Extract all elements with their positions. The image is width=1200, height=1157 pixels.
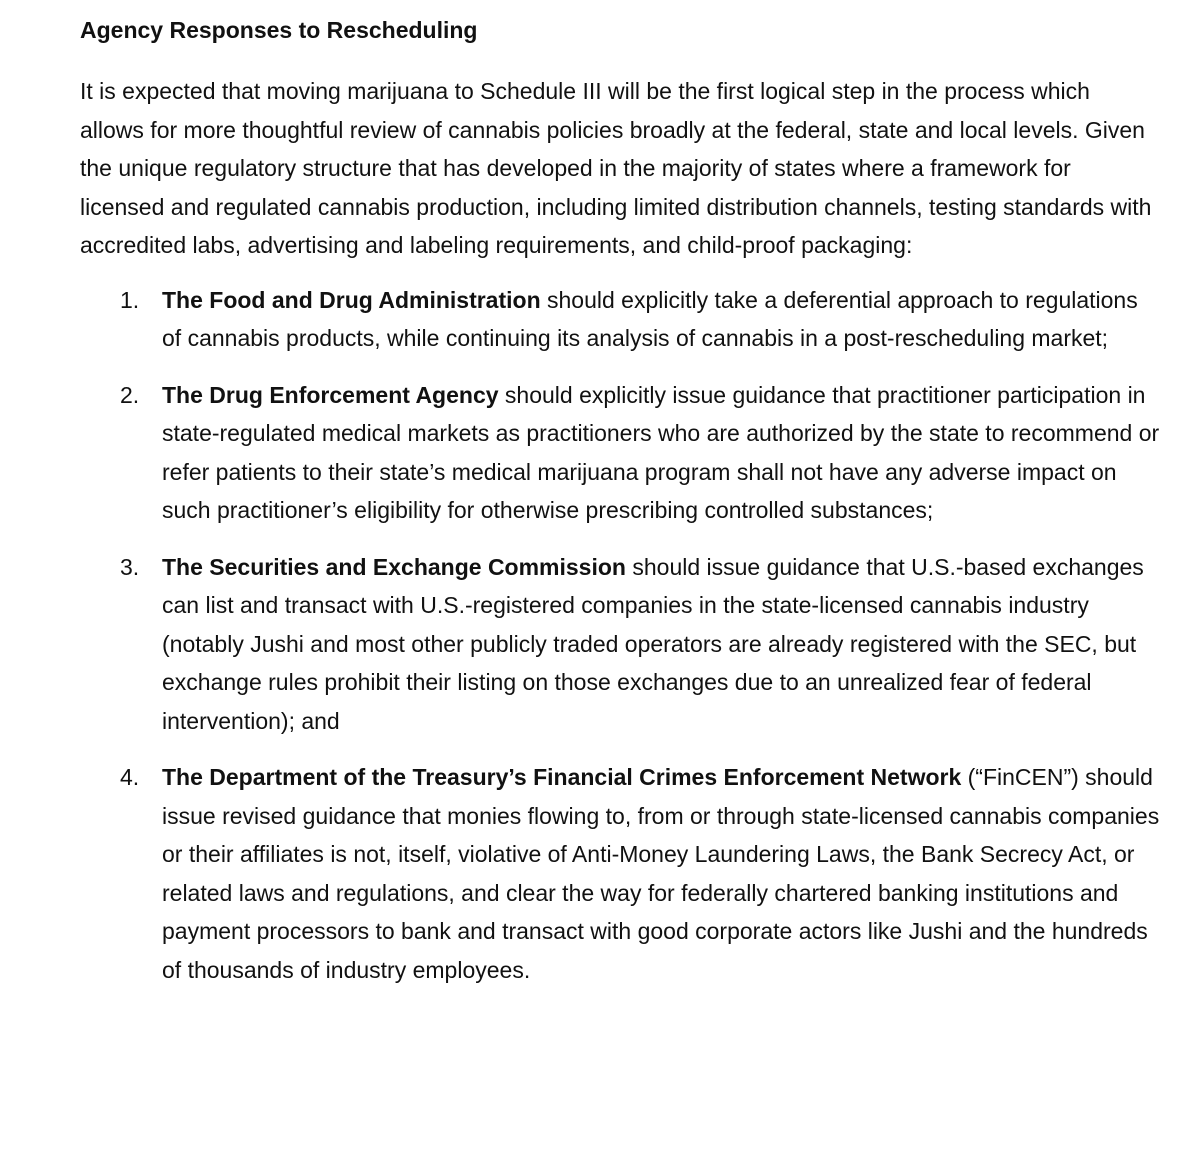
list-item-text: should explicitly issue guidance that practitioner participation in state-regulated medical markets as practitioners who are authorized by the state to recommend or refer patients to their state’s medical marijuana program shall not have any adverse impact on such practitioner’s eligibility for otherwise prescribing controlled substances; <box>162 381 1160 523</box>
section-heading: Agency Responses to Rescheduling <box>80 17 478 43</box>
list-item-number: 1. <box>120 286 140 313</box>
agency-list <box>80 281 1160 990</box>
list-item <box>80 548 1160 741</box>
list-item-agency: The Department of the Treasury’s Financial Crimes Enforcement Network <box>162 764 962 790</box>
list-item-text: should issue guidance that U.S.-based exchanges can list and transact with U.S.-registered companies in the state-licensed cannabis industry (notably Jushi and most other publicly traded operators are already registered with the SEC, but exchange rules prohibit their listing on those exchanges due to an unrealized fear of federal intervention); and <box>162 553 1144 734</box>
list-item-agency: The Food and Drug Administration <box>162 286 541 313</box>
intro-paragraph: It is expected that moving marijuana to Schedule III will be the first logical step in the process which allows for more thoughtful review of cannabis policies broadly at the federal, state and local levels. Given the unique regulatory structure that has developed in the majority of states where a framework for licensed and regulated cannabis production, including limited distribution channels, testing standards with accredited labs, advertising and labeling requirements, and child-proof packaging: <box>80 78 1152 258</box>
list-item-agency: The Drug Enforcement Agency <box>162 381 499 408</box>
list-item <box>80 281 1160 358</box>
list-item-number: 3. <box>120 553 140 580</box>
list-item-number: 4. <box>120 764 140 790</box>
list-item-text: should explicitly take a deferential approach to regulations of cannabis products, while continuing its analysis of cannabis in a post-rescheduling market; <box>162 286 1138 351</box>
list-item-number: 2. <box>120 381 140 408</box>
list-item-text: (“FinCEN”) should issue revised guidance that monies flowing to, from or through state-licensed cannabis companies or their affiliates is not, itself, violative of Anti-Money Laundering Laws, the Bank Secrecy Act, or related laws and regulations, and clear the way for federally chartered banking institutions and payment processors to bank and transact with good corporate actors like Jushi and the hundreds of thousands of industry employees. <box>162 764 1160 983</box>
list-item-agency: The Securities and Exchange Commission <box>162 553 626 580</box>
list-item <box>80 758 1160 989</box>
list-item <box>80 376 1160 530</box>
